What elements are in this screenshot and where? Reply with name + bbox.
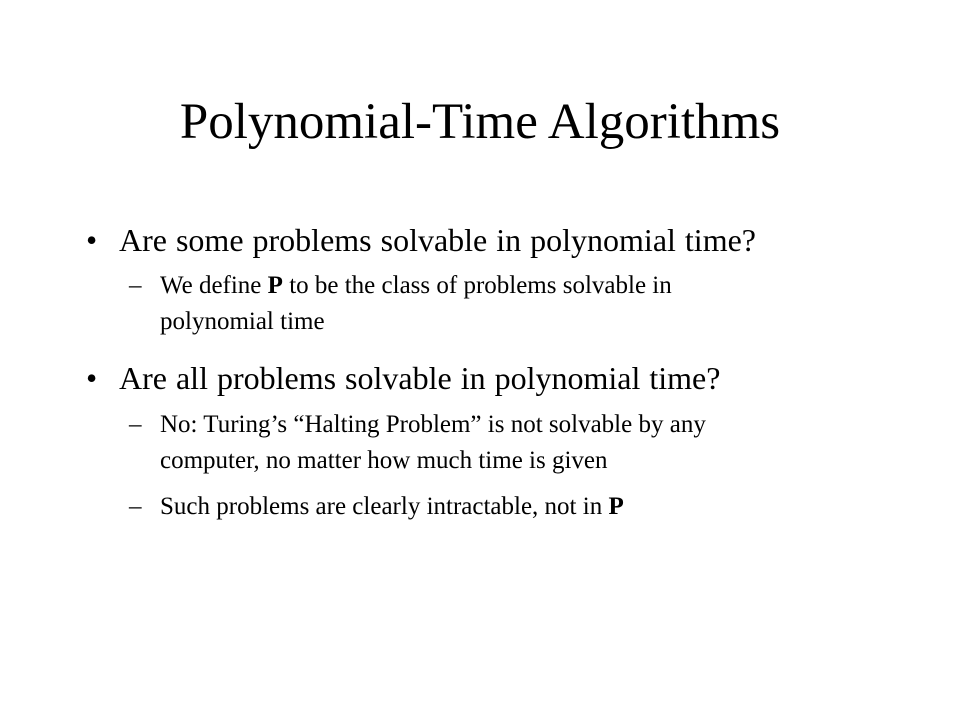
sub-bullet-line: polynomial time [160, 308, 325, 335]
slide-title: Polynomial-Time Algorithms [179, 94, 781, 150]
sub-text-segment: to be the class of problems solvable in [282, 272, 672, 299]
bullet-marker: • [86, 360, 98, 396]
bullet-text: Are some problems solvable in polynomial time? [119, 222, 756, 258]
dash-marker: – [129, 272, 142, 299]
bullet-marker: • [86, 222, 98, 258]
class-p-term: P [608, 493, 624, 520]
bullet-text: Are all problems solvable in polynomial time? [119, 360, 721, 396]
sub-bullet-line [160, 270, 672, 302]
dash-marker: – [129, 493, 142, 520]
dash-marker: – [129, 411, 142, 438]
sub-text-segment: Such problems are clearly intractable, not in [160, 493, 609, 520]
sub-bullet-line: No: Turing’s “Halting Problem” is not solvable by any [160, 411, 706, 438]
sub-text-segment: We define [160, 272, 268, 299]
sub-bullet-line: computer, no matter how much time is given [160, 447, 608, 474]
class-p-term: P [267, 272, 283, 299]
sub-bullet-line [160, 491, 624, 523]
